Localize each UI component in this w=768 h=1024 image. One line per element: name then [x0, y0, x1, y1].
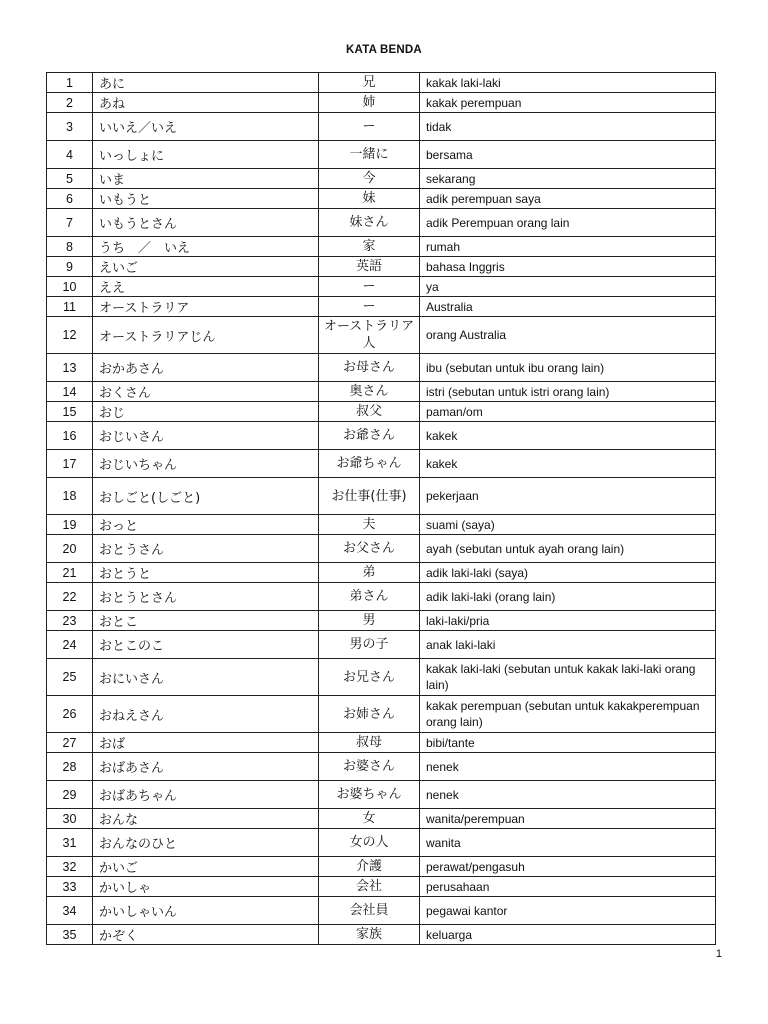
- table-row: [47, 829, 716, 857]
- entry-number: 28: [47, 753, 93, 781]
- entry-kana: いいえ／いえ: [93, 113, 319, 141]
- table-row: [47, 631, 716, 659]
- entry-kana: かいしゃいん: [93, 897, 319, 925]
- entry-kana: うち ／ いえ: [93, 237, 319, 257]
- entry-number: 25: [47, 659, 93, 696]
- entry-number: 33: [47, 877, 93, 897]
- entry-kana: かいしゃ: [93, 877, 319, 897]
- entry-number: 32: [47, 857, 93, 877]
- entry-kana: おかあさん: [93, 354, 319, 382]
- entry-kana: オーストラリアじん: [93, 317, 319, 354]
- entry-number: 20: [47, 535, 93, 563]
- entry-meaning: tidak: [420, 113, 716, 141]
- table-row: [47, 317, 716, 354]
- entry-meaning: ayah (sebutan untuk ayah orang lain): [420, 535, 716, 563]
- entry-kanji: お仕事(仕事): [319, 478, 420, 515]
- entry-kana: おにいさん: [93, 659, 319, 696]
- entry-kanji: 弟さん: [319, 583, 420, 611]
- entry-kanji: 一緒に: [319, 141, 420, 169]
- entry-kanji: お父さん: [319, 535, 420, 563]
- table-row: [47, 189, 716, 209]
- entry-number: 1: [47, 73, 93, 93]
- table-row: [47, 583, 716, 611]
- entry-meaning: keluarga: [420, 925, 716, 945]
- entry-kana: かいご: [93, 857, 319, 877]
- entry-kana: おんな: [93, 809, 319, 829]
- entry-kanji: 兄: [319, 73, 420, 93]
- entry-meaning: bahasa Inggris: [420, 257, 716, 277]
- entry-meaning: orang Australia: [420, 317, 716, 354]
- table-row: [47, 897, 716, 925]
- entry-number: 5: [47, 169, 93, 189]
- table-row: [47, 297, 716, 317]
- entry-number: 6: [47, 189, 93, 209]
- table-row: [47, 450, 716, 478]
- entry-kana: おばあちゃん: [93, 781, 319, 809]
- entry-kana: おねえさん: [93, 696, 319, 733]
- entry-number: 7: [47, 209, 93, 237]
- entry-kana: あに: [93, 73, 319, 93]
- entry-number: 3: [47, 113, 93, 141]
- table-row: [47, 925, 716, 945]
- entry-kanji: 夫: [319, 515, 420, 535]
- entry-meaning: pekerjaan: [420, 478, 716, 515]
- table-row: [47, 257, 716, 277]
- entry-kanji: 家族: [319, 925, 420, 945]
- entry-meaning: pegawai kantor: [420, 897, 716, 925]
- table-row: [47, 422, 716, 450]
- entry-meaning: wanita: [420, 829, 716, 857]
- entry-kana: いま: [93, 169, 319, 189]
- entry-number: 18: [47, 478, 93, 515]
- entry-number: 16: [47, 422, 93, 450]
- entry-meaning: adik laki-laki (orang lain): [420, 583, 716, 611]
- entry-number: 19: [47, 515, 93, 535]
- entry-meaning: nenek: [420, 753, 716, 781]
- entry-meaning: wanita/perempuan: [420, 809, 716, 829]
- table-row: [47, 877, 716, 897]
- entry-meaning: kakak laki-laki: [420, 73, 716, 93]
- entry-meaning: bibi/tante: [420, 733, 716, 753]
- entry-kanji: 今: [319, 169, 420, 189]
- table-row: [47, 809, 716, 829]
- entry-number: 10: [47, 277, 93, 297]
- entry-kana: かぞく: [93, 925, 319, 945]
- entry-kana: おじいさん: [93, 422, 319, 450]
- entry-kanji: お姉さん: [319, 696, 420, 733]
- entry-meaning: perawat/pengasuh: [420, 857, 716, 877]
- entry-kana: おとうさん: [93, 535, 319, 563]
- entry-kanji: お婆さん: [319, 753, 420, 781]
- entry-meaning: kakek: [420, 422, 716, 450]
- entry-number: 2: [47, 93, 93, 113]
- table-row: [47, 659, 716, 696]
- entry-kana: いっしょに: [93, 141, 319, 169]
- entry-number: 27: [47, 733, 93, 753]
- entry-kanji: ー: [319, 297, 420, 317]
- entry-kana: おっと: [93, 515, 319, 535]
- entry-number: 31: [47, 829, 93, 857]
- entry-kanji: ー: [319, 277, 420, 297]
- entry-kana: おとうとさん: [93, 583, 319, 611]
- entry-meaning: sekarang: [420, 169, 716, 189]
- entry-kanji: 奥さん: [319, 382, 420, 402]
- entry-kanji: 英語: [319, 257, 420, 277]
- entry-meaning: suami (saya): [420, 515, 716, 535]
- entry-number: 34: [47, 897, 93, 925]
- entry-kanji: 妹さん: [319, 209, 420, 237]
- entry-kanji: 姉: [319, 93, 420, 113]
- table-row: [47, 402, 716, 422]
- entry-number: 22: [47, 583, 93, 611]
- page-number: 1: [715, 948, 722, 960]
- entry-kanji: 女: [319, 809, 420, 829]
- entry-number: 23: [47, 611, 93, 631]
- entry-number: 26: [47, 696, 93, 733]
- entry-meaning: istri (sebutan untuk istri orang lain): [420, 382, 716, 402]
- entry-kana: オーストラリア: [93, 297, 319, 317]
- entry-kanji: 男の子: [319, 631, 420, 659]
- table-row: [47, 93, 716, 113]
- entry-number: 29: [47, 781, 93, 809]
- entry-kanji: 叔父: [319, 402, 420, 422]
- entry-kanji: 妹: [319, 189, 420, 209]
- entry-kana: おしごと(しごと): [93, 478, 319, 515]
- entry-kanji: オーストラリア人: [319, 317, 420, 354]
- entry-number: 9: [47, 257, 93, 277]
- entry-kana: おば: [93, 733, 319, 753]
- entry-number: 11: [47, 297, 93, 317]
- entry-number: 12: [47, 317, 93, 354]
- entry-meaning: Australia: [420, 297, 716, 317]
- entry-number: 15: [47, 402, 93, 422]
- entry-kanji: お婆ちゃん: [319, 781, 420, 809]
- table-row: [47, 354, 716, 382]
- entry-meaning: nenek: [420, 781, 716, 809]
- entry-kana: おくさん: [93, 382, 319, 402]
- page-title: KATA BENDA: [346, 44, 422, 56]
- table-row: [47, 73, 716, 93]
- table-row: [47, 237, 716, 257]
- entry-meaning: anak laki-laki: [420, 631, 716, 659]
- entry-meaning: adik perempuan saya: [420, 189, 716, 209]
- entry-number: 21: [47, 563, 93, 583]
- entry-number: 4: [47, 141, 93, 169]
- entry-kanji: ー: [319, 113, 420, 141]
- entry-number: 35: [47, 925, 93, 945]
- entry-number: 13: [47, 354, 93, 382]
- entry-kanji: 家: [319, 237, 420, 257]
- entry-meaning: kakek: [420, 450, 716, 478]
- table-row: [47, 563, 716, 583]
- table-row: [47, 277, 716, 297]
- table-row: [47, 209, 716, 237]
- entry-meaning: rumah: [420, 237, 716, 257]
- entry-meaning: laki-laki/pria: [420, 611, 716, 631]
- table-row: [47, 611, 716, 631]
- entry-number: 17: [47, 450, 93, 478]
- table-row: [47, 733, 716, 753]
- entry-kanji: 会社員: [319, 897, 420, 925]
- entry-kanji: 女の人: [319, 829, 420, 857]
- entry-kanji: 介護: [319, 857, 420, 877]
- entry-kanji: お兄さん: [319, 659, 420, 696]
- entry-kana: えいご: [93, 257, 319, 277]
- table-row: [47, 781, 716, 809]
- table-row: [47, 696, 716, 733]
- entry-number: 24: [47, 631, 93, 659]
- table-row: [47, 535, 716, 563]
- entry-meaning: ya: [420, 277, 716, 297]
- entry-number: 14: [47, 382, 93, 402]
- entry-meaning: perusahaan: [420, 877, 716, 897]
- table-row: [47, 169, 716, 189]
- entry-kana: おばあさん: [93, 753, 319, 781]
- entry-meaning: kakak laki-laki (sebutan untuk kakak laki-laki orang lain): [420, 659, 716, 696]
- entry-kanji: お母さん: [319, 354, 420, 382]
- table-row: [47, 382, 716, 402]
- entry-kanji: お爺ちゃん: [319, 450, 420, 478]
- entry-number: 30: [47, 809, 93, 829]
- entry-kana: おとこ: [93, 611, 319, 631]
- entry-kana: おじいちゃん: [93, 450, 319, 478]
- entry-kana: あね: [93, 93, 319, 113]
- table-row: [47, 141, 716, 169]
- table-row: [47, 753, 716, 781]
- entry-kanji: お爺さん: [319, 422, 420, 450]
- entry-meaning: adik laki-laki (saya): [420, 563, 716, 583]
- entry-kana: おんなのひと: [93, 829, 319, 857]
- table-row: [47, 478, 716, 515]
- entry-kanji: 弟: [319, 563, 420, 583]
- entry-kana: おじ: [93, 402, 319, 422]
- entry-kanji: 男: [319, 611, 420, 631]
- vocabulary-table: [46, 72, 716, 945]
- entry-meaning: bersama: [420, 141, 716, 169]
- entry-kana: ええ: [93, 277, 319, 297]
- entry-meaning: paman/om: [420, 402, 716, 422]
- table-row: [47, 113, 716, 141]
- entry-kanji: 会社: [319, 877, 420, 897]
- entry-meaning: adik Perempuan orang lain: [420, 209, 716, 237]
- entry-meaning: kakak perempuan: [420, 93, 716, 113]
- entry-kana: いもうと: [93, 189, 319, 209]
- entry-kana: おとこのこ: [93, 631, 319, 659]
- entry-kana: おとうと: [93, 563, 319, 583]
- entry-kanji: 叔母: [319, 733, 420, 753]
- entry-kana: いもうとさん: [93, 209, 319, 237]
- entry-meaning: ibu (sebutan untuk ibu orang lain): [420, 354, 716, 382]
- entry-meaning: kakak perempuan (sebutan untuk kakakperempuan orang lain): [420, 696, 716, 733]
- table-row: [47, 515, 716, 535]
- table-row: [47, 857, 716, 877]
- entry-number: 8: [47, 237, 93, 257]
